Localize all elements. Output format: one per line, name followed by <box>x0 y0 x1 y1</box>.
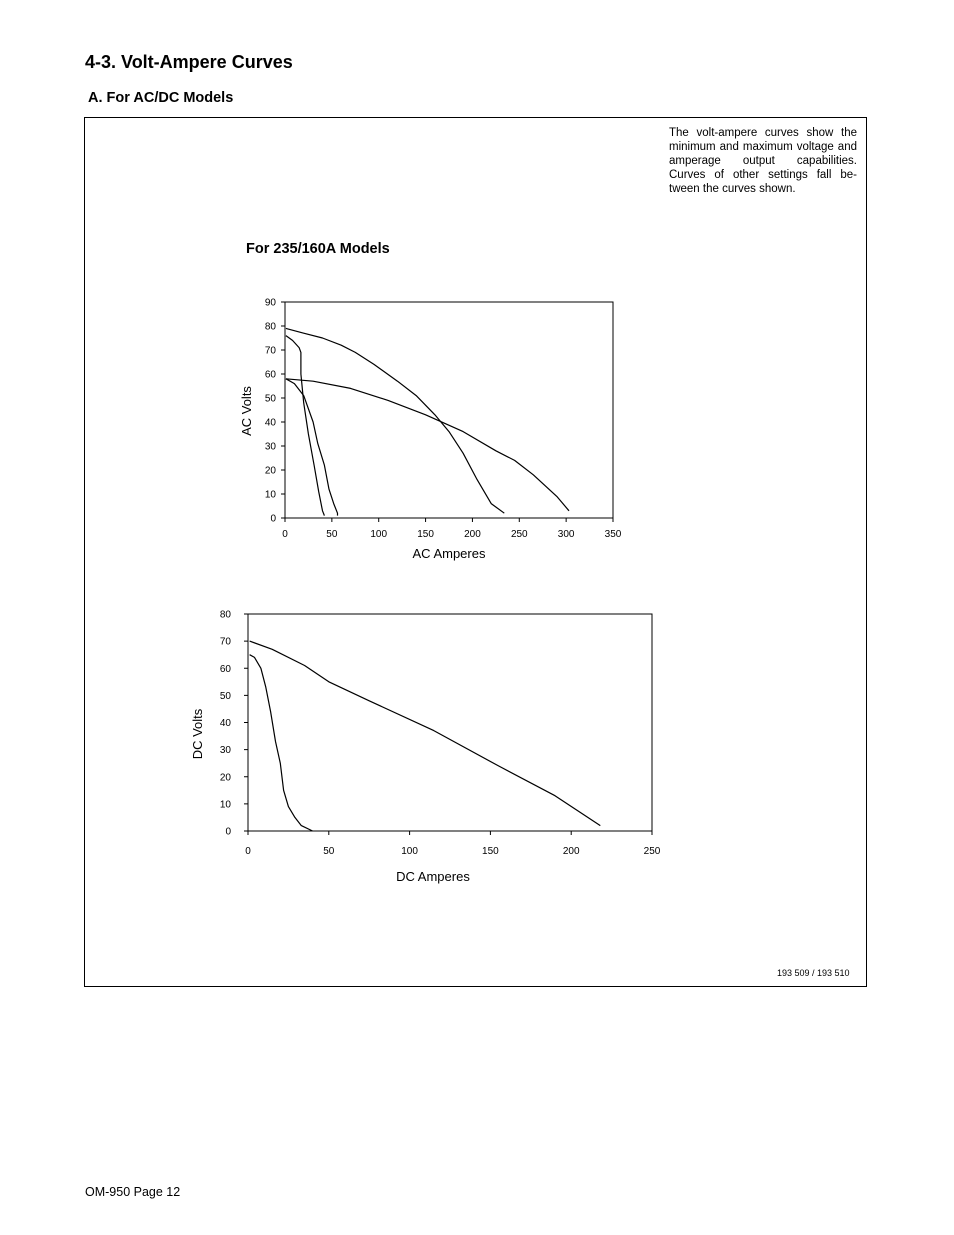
y-tick-label: 20 <box>219 772 231 784</box>
curve-line-1 <box>286 336 325 516</box>
y-tick-label: 10 <box>264 489 276 501</box>
dc-chart <box>190 610 661 885</box>
y-tick-label: 20 <box>264 465 276 477</box>
curves-note: The volt-ampere curves show the minimum and maximum voltage and amperage output capabilities. Curves of other settings fall be-tween the curves shown. <box>669 127 857 195</box>
curve-line-1 <box>250 655 313 831</box>
y-tick-label: 50 <box>219 690 231 702</box>
y-tick-label: 40 <box>219 718 231 729</box>
x-tick-label: 150 <box>482 846 499 857</box>
x-axis-label: AC Amperes <box>412 546 486 561</box>
section-title: 4-3. Volt-Ampere Curves <box>85 52 293 72</box>
curve-line-4 <box>286 379 569 511</box>
plot-area <box>285 302 613 518</box>
x-tick-label: 200 <box>562 846 580 857</box>
y-tick-label: 80 <box>264 321 276 333</box>
ac-chart <box>239 298 622 562</box>
x-tick-label: 300 <box>557 529 575 540</box>
page-footer: OM-950 Page 12 <box>85 1185 181 1199</box>
y-tick-label: 0 <box>225 826 231 838</box>
y-tick-label: 40 <box>264 417 276 429</box>
y-tick-label: 90 <box>264 297 276 309</box>
x-tick-label: 100 <box>370 529 388 540</box>
x-tick-label: 50 <box>323 846 335 857</box>
y-tick-label: 30 <box>219 745 231 757</box>
y-tick-label: 70 <box>264 345 276 357</box>
ac-chart-title: For 235/160A Models <box>246 241 390 257</box>
y-tick-label: 0 <box>270 513 276 525</box>
x-tick-label: 50 <box>326 529 338 540</box>
plot-area <box>248 614 652 831</box>
y-tick-label: 30 <box>264 441 276 453</box>
x-tick-label: 0 <box>282 529 288 540</box>
curve-line-2 <box>286 328 504 513</box>
y-tick-label: 60 <box>264 369 276 381</box>
x-tick-label: 250 <box>510 529 528 540</box>
y-tick-label: 50 <box>264 393 276 405</box>
x-tick-label: 100 <box>401 846 418 857</box>
curve-line-3 <box>286 379 338 516</box>
y-tick-label: 60 <box>219 663 231 675</box>
y-tick-label: 10 <box>219 799 231 811</box>
y-tick-label: 80 <box>219 609 231 621</box>
x-axis-label: DC Amperes <box>396 869 470 884</box>
subsection-title: A. For AC/DC Models <box>88 90 234 106</box>
y-axis-label: DC Volts <box>190 708 205 760</box>
curve-line-2 <box>250 641 601 826</box>
x-tick-label: 150 <box>417 529 434 540</box>
y-tick-label: 70 <box>219 636 231 648</box>
figure-reference: 193 509 / 193 510 <box>777 968 850 978</box>
x-tick-label: 250 <box>643 846 661 857</box>
x-tick-label: 200 <box>464 529 481 540</box>
x-tick-label: 350 <box>604 529 622 540</box>
x-tick-label: 0 <box>245 846 251 857</box>
y-axis-label: AC Volts <box>239 386 254 436</box>
